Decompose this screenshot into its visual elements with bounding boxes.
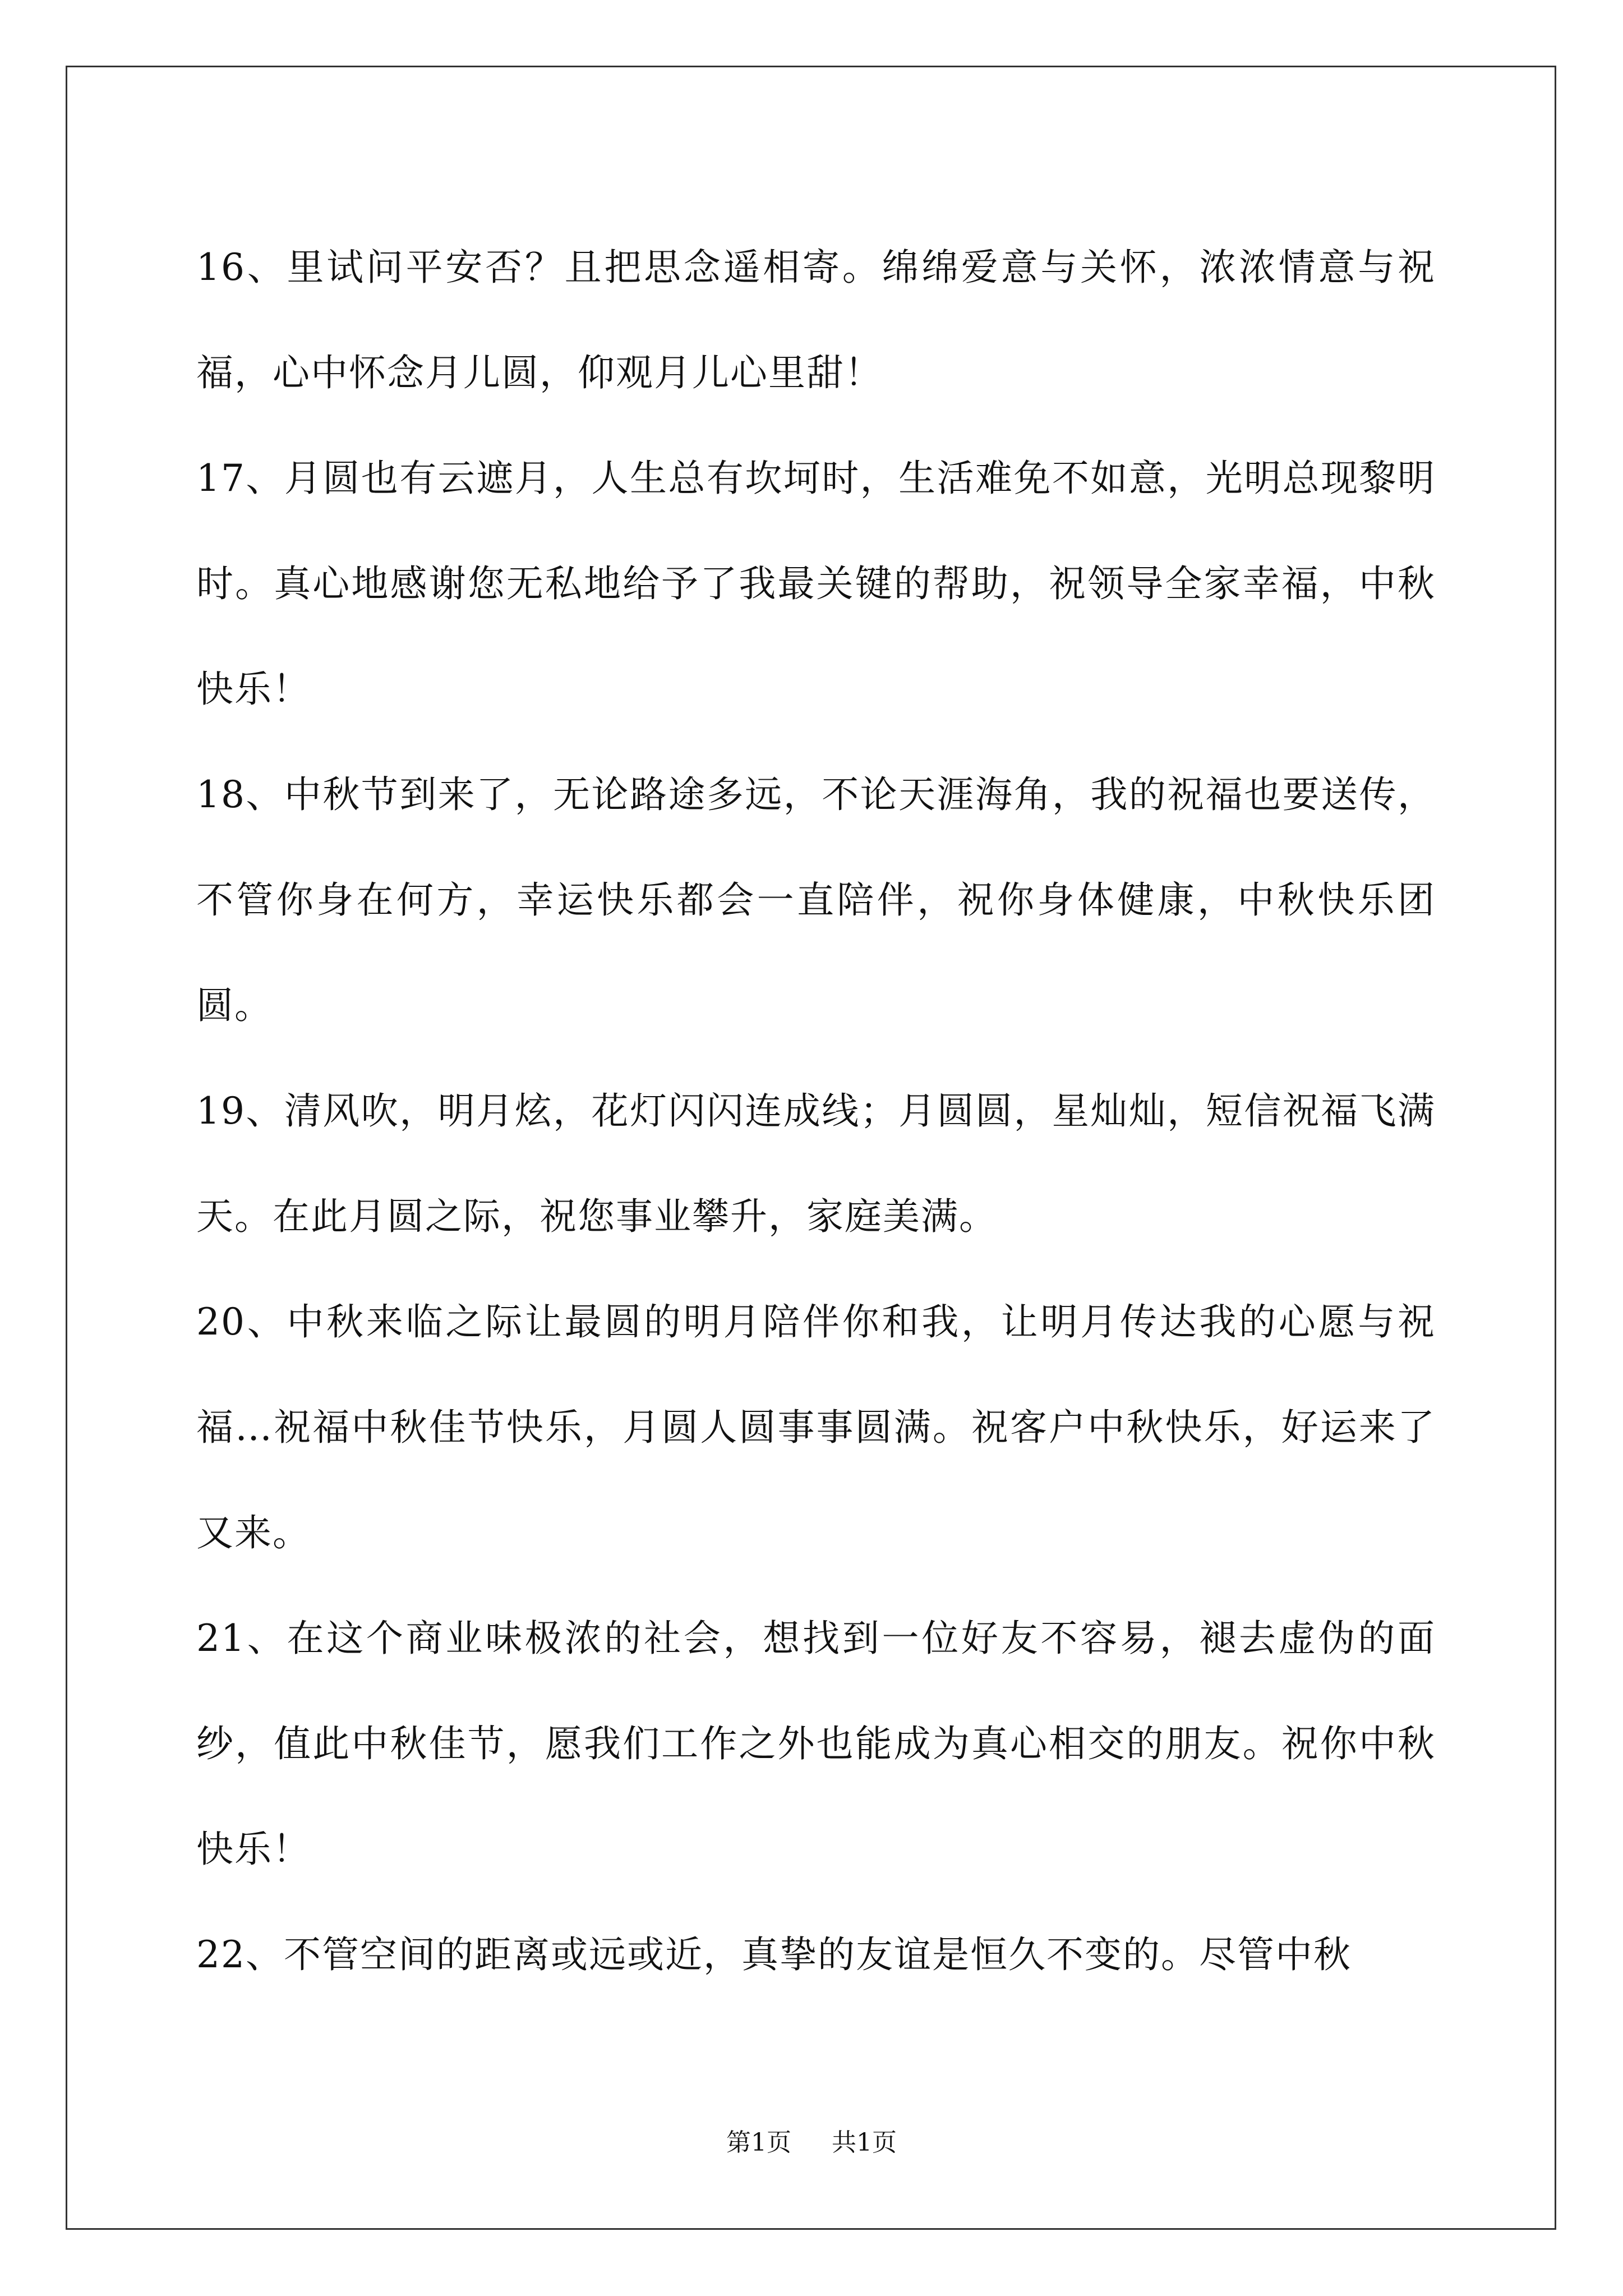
paragraph-16: 16、里试问平安否？且把思念遥相寄。绵绵爱意与关怀，浓浓情意与祝福，心中怀念月儿圆，仰观月儿心里甜！ — [196, 246, 1436, 394]
paragraph-20: 20、中秋来临之际让最圆的明月陪伴你和我，让明月传达我的心愿与祝福…祝福中秋佳节快乐，月圆人圆事事圆满。祝客户中秋快乐，好运来了又来。 — [196, 1300, 1436, 1554]
page-number: 第1页 — [726, 2128, 791, 2157]
paragraph-17: 17、月圆也有云遮月，人生总有坎坷时，生活难免不如意，光明总现黎明时。真心地感谢您无私地给予了我最关键的帮助，祝领导全家幸福，中秋快乐！ — [196, 457, 1436, 711]
paragraph-19: 19、清风吹，明月炫，花灯闪闪连成线；月圆圆，星灿灿，短信祝福飞满天。在此月圆之际，祝您事业攀升，家庭美满。 — [196, 1089, 1436, 1238]
page-footer — [0, 2126, 1623, 2160]
paragraph-21: 21、在这个商业味极浓的社会，想找到一位好友不容易，褪去虚伪的面纱，值此中秋佳节，愿我们工作之外也能成为真心相交的朋友。祝你中秋快乐！ — [196, 1617, 1436, 1871]
document-body — [196, 215, 1436, 2008]
page-total: 共1页 — [832, 2128, 897, 2157]
paragraph-18: 18、中秋节到来了，无论路途多远，不论天涯海角，我的祝福也要送传，不管你身在何方，幸运快乐都会一直陪伴，祝你身体健康，中秋快乐团圆。 — [196, 773, 1436, 1027]
paragraph-22: 22、不管空间的距离或远或近，真挚的友谊是恒久不变的。尽管中秋 — [196, 1933, 1352, 1976]
